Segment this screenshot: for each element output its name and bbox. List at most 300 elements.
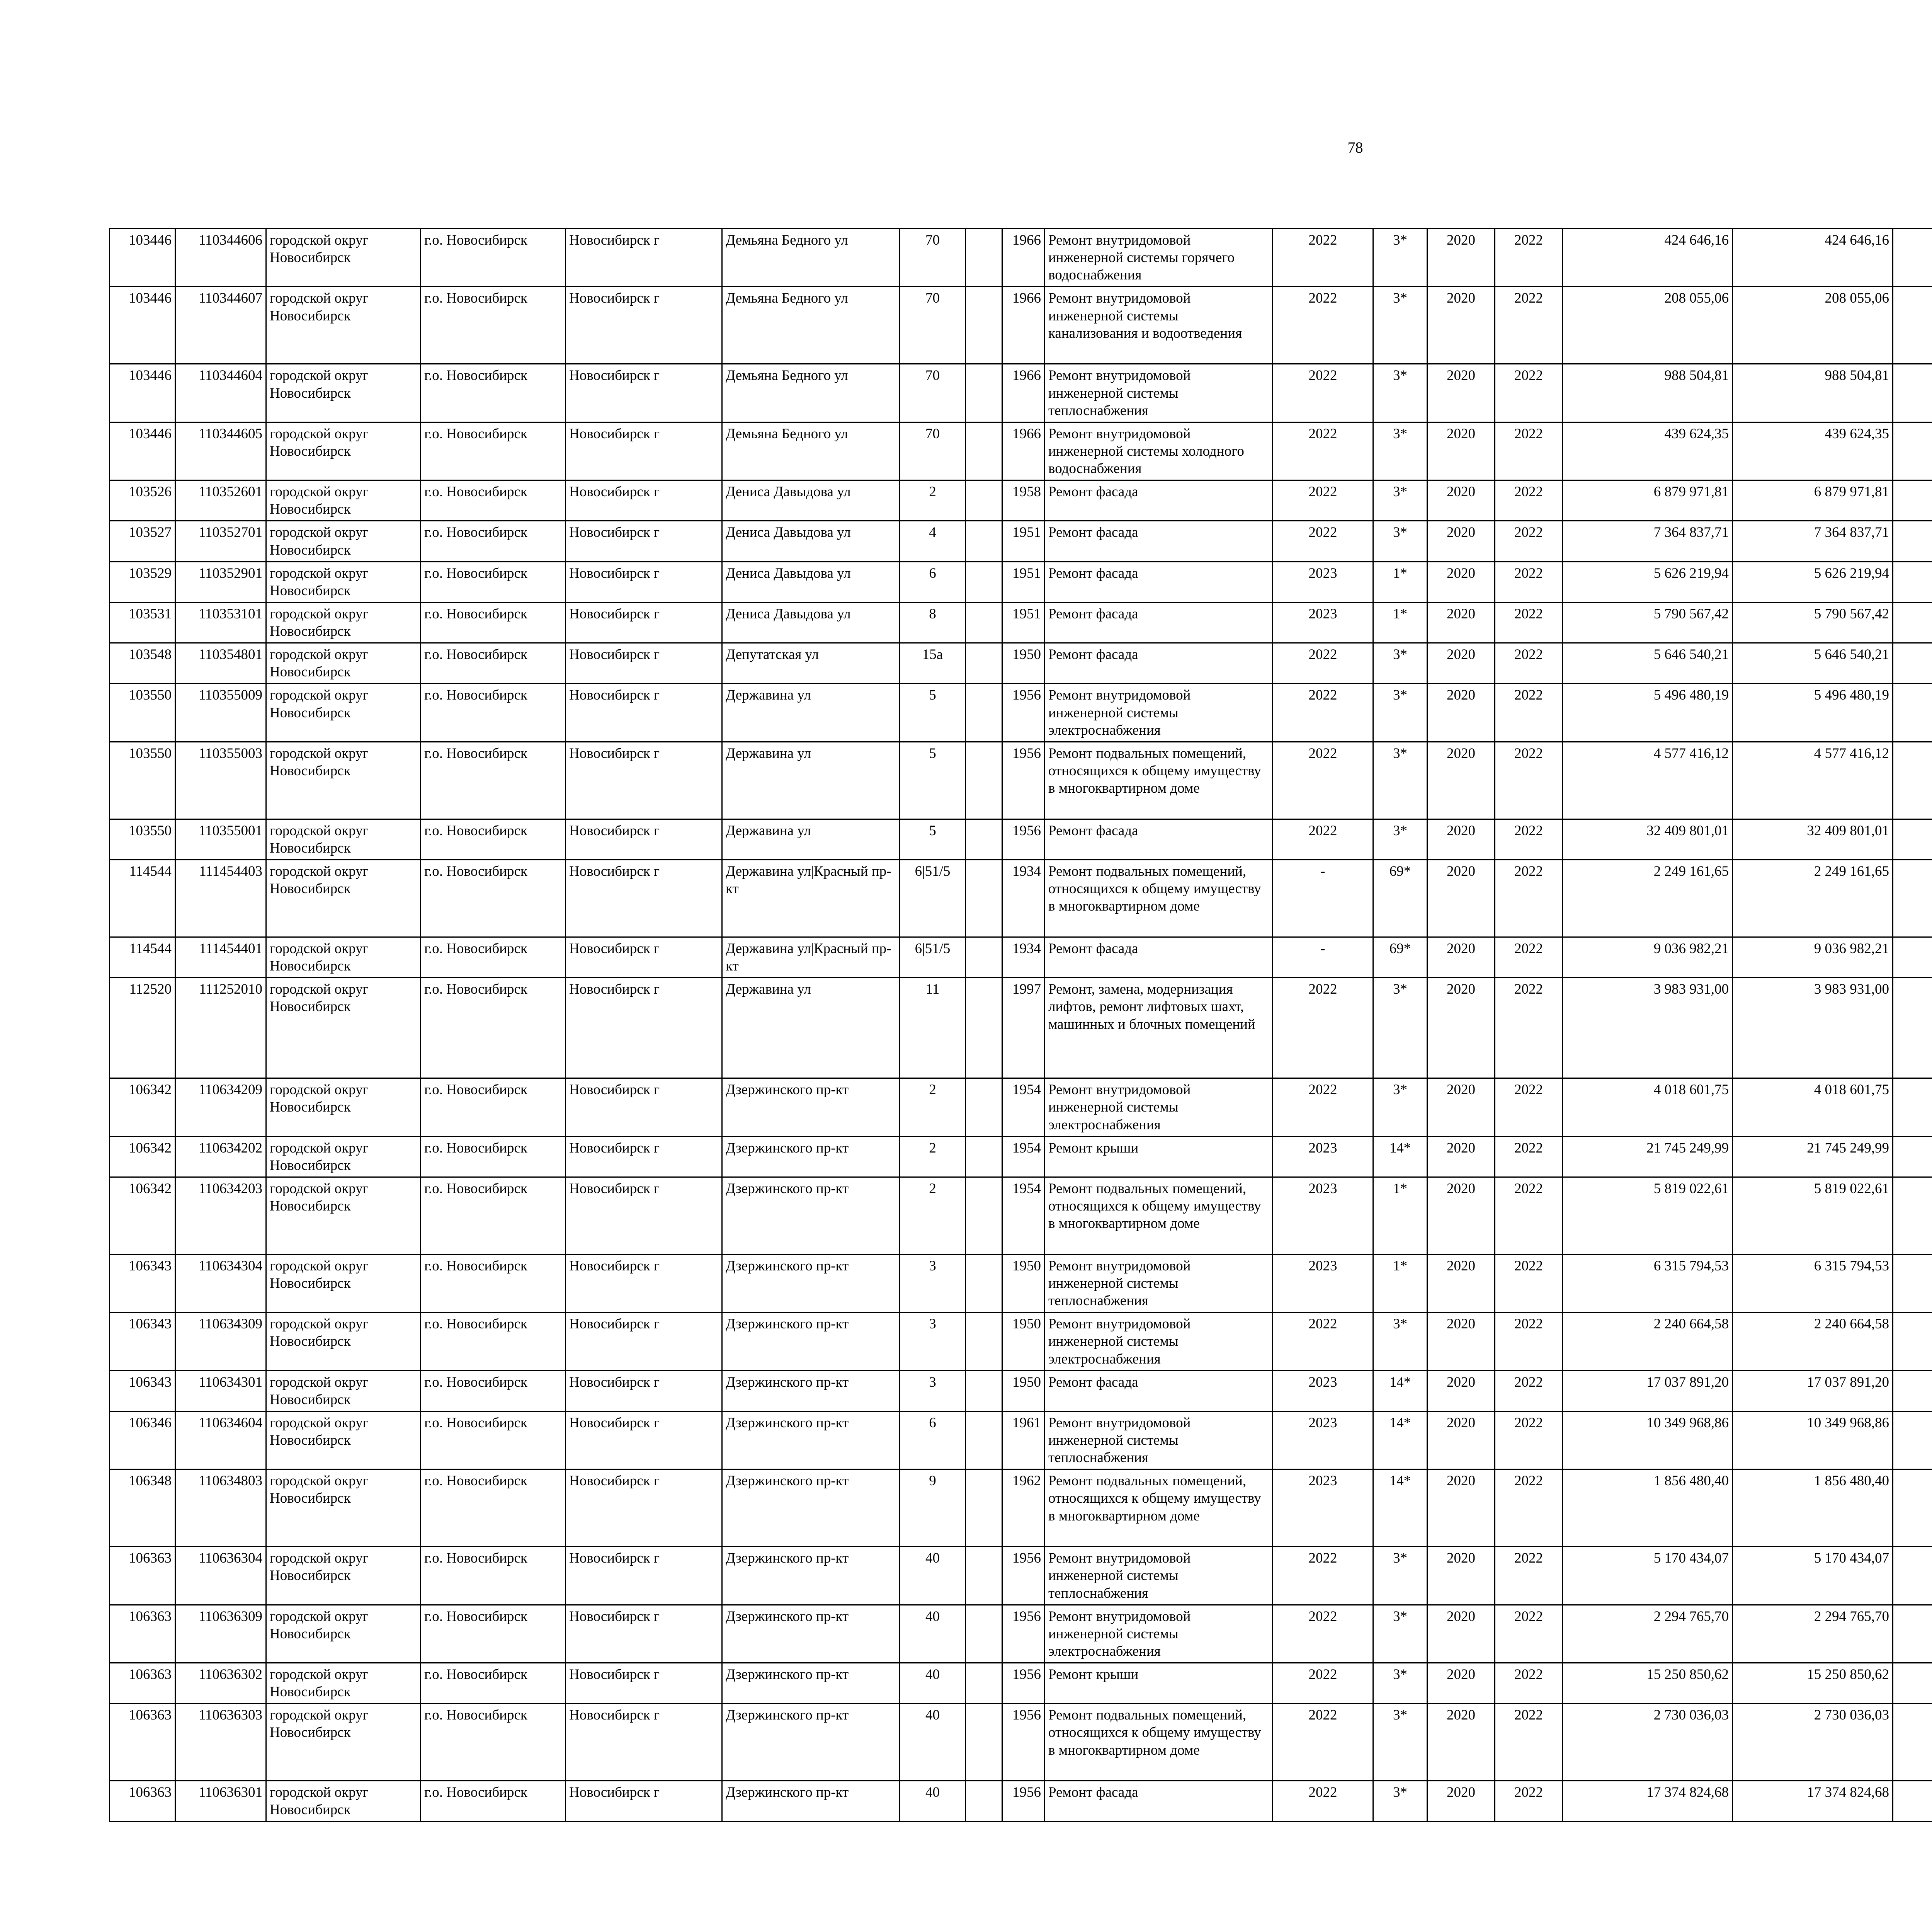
house-id-cell: 103446 — [110, 364, 175, 422]
street-cell: Дениса Давыдова ул — [722, 562, 900, 602]
district-cell: г.о. Новосибирск — [421, 1469, 566, 1547]
object-id-cell: 110636309 — [175, 1605, 266, 1663]
work-type-cell: Ремонт фасада — [1045, 521, 1273, 562]
mark-cell: 3* — [1373, 422, 1427, 480]
work-type-cell: Ремонт подвальных помещений, относящихся к общему имуществу в многоквартирном доме — [1045, 742, 1273, 819]
plan-year-cell: 2023 — [1273, 1411, 1373, 1469]
period-end-cell: 2022 — [1495, 1078, 1563, 1136]
period-end-cell: 2022 — [1495, 480, 1563, 521]
street-cell: Дзержинского пр-кт — [722, 1605, 900, 1663]
object-id-cell: 111454401 — [175, 937, 266, 978]
period-end-cell: 2022 — [1495, 562, 1563, 602]
mark-cell: 69* — [1373, 860, 1427, 937]
period-end-cell: 2022 — [1495, 287, 1563, 364]
work-type-cell: Ремонт подвальных помещений, относящихся к общему имуществу в многоквартирном доме — [1045, 1704, 1273, 1781]
cost-cell: 21 745 249,99 — [1563, 1136, 1733, 1177]
district-cell: г.о. Новосибирск — [421, 1177, 566, 1254]
year-built-cell: 1951 — [1002, 602, 1045, 643]
cost-total-cell: 6 315 794,53 — [1733, 1254, 1893, 1312]
house-id-cell: 114544 — [110, 937, 175, 978]
mark-cell: 3* — [1373, 978, 1427, 1078]
municipality-cell: городской округ Новосибирск — [266, 937, 421, 978]
page-number: 78 — [1347, 139, 1363, 156]
object-id-cell: 110634209 — [175, 1078, 266, 1136]
plan-year-cell: 2023 — [1273, 562, 1373, 602]
work-type-cell: Ремонт внутридомовой инженерной системы электроснабжения — [1045, 1605, 1273, 1663]
cost-cell: 7 364 837,71 — [1563, 521, 1733, 562]
house-number-cell: 6 — [900, 1411, 966, 1469]
municipality-cell: городской округ Новосибирск — [266, 742, 421, 819]
period-end-cell: 2022 — [1495, 1781, 1563, 1822]
period-start-cell: 2020 — [1427, 521, 1495, 562]
plan-year-cell: 2022 — [1273, 742, 1373, 819]
object-id-cell: 110355003 — [175, 742, 266, 819]
municipality-cell: городской округ Новосибирск — [266, 287, 421, 364]
work-type-cell: Ремонт подвальных помещений, относящихся к общему имуществу в многоквартирном доме — [1045, 1469, 1273, 1547]
extra-cell — [966, 480, 1002, 521]
period-end-cell: 2022 — [1495, 1663, 1563, 1704]
object-id-cell: 110355001 — [175, 819, 266, 860]
municipality-cell: городской округ Новосибирск — [266, 1411, 421, 1469]
table-row — [110, 229, 1932, 287]
table-row — [110, 1177, 1932, 1254]
cost-total-cell: 988 504,81 — [1733, 364, 1893, 422]
cost-cell: 17 374 824,68 — [1563, 1781, 1733, 1822]
funds-cell-1 — [1893, 422, 1932, 480]
district-cell: г.о. Новосибирск — [421, 1781, 566, 1822]
year-built-cell: 1956 — [1002, 1547, 1045, 1605]
cost-cell: 5 626 219,94 — [1563, 562, 1733, 602]
extra-cell — [966, 860, 1002, 937]
year-built-cell: 1951 — [1002, 521, 1045, 562]
table-row — [110, 1547, 1932, 1605]
district-cell: г.о. Новосибирск — [421, 1078, 566, 1136]
extra-cell — [966, 1371, 1002, 1411]
street-cell: Дениса Давыдова ул — [722, 480, 900, 521]
extra-cell — [966, 364, 1002, 422]
house-id-cell: 106348 — [110, 1469, 175, 1547]
plan-year-cell: 2022 — [1273, 480, 1373, 521]
extra-cell — [966, 643, 1002, 684]
locality-cell: Новосибирск г — [566, 480, 722, 521]
mark-cell: 69* — [1373, 937, 1427, 978]
work-type-cell: Ремонт, замена, модернизация лифтов, ремонт лифтовых шахт, машинных и блочных помещений — [1045, 978, 1273, 1078]
object-id-cell: 110352601 — [175, 480, 266, 521]
object-id-cell: 110636304 — [175, 1547, 266, 1605]
district-cell: г.о. Новосибирск — [421, 684, 566, 742]
plan-year-cell: 2023 — [1273, 1371, 1373, 1411]
period-end-cell: 2022 — [1495, 1136, 1563, 1177]
extra-cell — [966, 1313, 1002, 1371]
mark-cell: 1* — [1373, 602, 1427, 643]
period-end-cell: 2022 — [1495, 819, 1563, 860]
plan-year-cell: 2022 — [1273, 1547, 1373, 1605]
plan-year-cell: 2022 — [1273, 819, 1373, 860]
house-number-cell: 40 — [900, 1547, 966, 1605]
table-row — [110, 860, 1932, 937]
mark-cell: 3* — [1373, 742, 1427, 819]
table-row — [110, 742, 1932, 819]
district-cell: г.о. Новосибирск — [421, 937, 566, 978]
extra-cell — [966, 1411, 1002, 1469]
house-number-cell: 6|51/5 — [900, 860, 966, 937]
street-cell: Депутатская ул — [722, 643, 900, 684]
mark-cell: 3* — [1373, 1547, 1427, 1605]
district-cell: г.о. Новосибирск — [421, 643, 566, 684]
cost-total-cell: 5 819 022,61 — [1733, 1177, 1893, 1254]
municipality-cell: городской округ Новосибирск — [266, 1547, 421, 1605]
cost-cell: 5 170 434,07 — [1563, 1547, 1733, 1605]
district-cell: г.о. Новосибирск — [421, 1663, 566, 1704]
plan-year-cell: 2022 — [1273, 684, 1373, 742]
mark-cell: 14* — [1373, 1371, 1427, 1411]
municipality-cell: городской округ Новосибирск — [266, 1177, 421, 1254]
house-number-cell: 6 — [900, 562, 966, 602]
work-type-cell: Ремонт внутридомовой инженерной системы электроснабжения — [1045, 1313, 1273, 1371]
plan-year-cell: 2022 — [1273, 978, 1373, 1078]
cost-cell: 17 037 891,20 — [1563, 1371, 1733, 1411]
extra-cell — [966, 1663, 1002, 1704]
cost-cell: 439 624,35 — [1563, 422, 1733, 480]
work-type-cell: Ремонт фасада — [1045, 480, 1273, 521]
cost-total-cell: 21 745 249,99 — [1733, 1136, 1893, 1177]
extra-cell — [966, 602, 1002, 643]
plan-year-cell: 2022 — [1273, 1781, 1373, 1822]
object-id-cell: 110354801 — [175, 643, 266, 684]
funds-cell-1 — [1893, 1136, 1932, 1177]
work-type-cell: Ремонт крыши — [1045, 1663, 1273, 1704]
municipality-cell: городской округ Новосибирск — [266, 1313, 421, 1371]
house-number-cell: 2 — [900, 1177, 966, 1254]
plan-year-cell: 2022 — [1273, 287, 1373, 364]
house-number-cell: 3 — [900, 1371, 966, 1411]
period-start-cell: 2020 — [1427, 480, 1495, 521]
locality-cell: Новосибирск г — [566, 819, 722, 860]
house-number-cell: 70 — [900, 364, 966, 422]
municipality-cell: городской округ Новосибирск — [266, 1254, 421, 1312]
table-row — [110, 602, 1932, 643]
work-type-cell: Ремонт внутридомовой инженерной системы теплоснабжения — [1045, 364, 1273, 422]
cost-cell: 424 646,16 — [1563, 229, 1733, 287]
house-id-cell: 103550 — [110, 742, 175, 819]
municipality-cell: городской округ Новосибирск — [266, 1371, 421, 1411]
plan-year-cell: 2022 — [1273, 1663, 1373, 1704]
locality-cell: Новосибирск г — [566, 287, 722, 364]
period-start-cell: 2020 — [1427, 1663, 1495, 1704]
extra-cell — [966, 229, 1002, 287]
extra-cell — [966, 1781, 1002, 1822]
house-number-cell: 4 — [900, 521, 966, 562]
work-type-cell: Ремонт внутридомовой инженерной системы теплоснабжения — [1045, 1411, 1273, 1469]
cost-cell: 32 409 801,01 — [1563, 819, 1733, 860]
year-built-cell: 1966 — [1002, 364, 1045, 422]
period-end-cell: 2022 — [1495, 1547, 1563, 1605]
period-start-cell: 2020 — [1427, 562, 1495, 602]
period-start-cell: 2020 — [1427, 364, 1495, 422]
house-number-cell: 40 — [900, 1605, 966, 1663]
cost-total-cell: 17 374 824,68 — [1733, 1781, 1893, 1822]
house-id-cell: 106342 — [110, 1078, 175, 1136]
object-id-cell: 110636303 — [175, 1704, 266, 1781]
district-cell: г.о. Новосибирск — [421, 1313, 566, 1371]
mark-cell: 3* — [1373, 364, 1427, 422]
year-built-cell: 1962 — [1002, 1469, 1045, 1547]
district-cell: г.о. Новосибирск — [421, 1704, 566, 1781]
house-number-cell: 11 — [900, 978, 966, 1078]
cost-cell: 2 240 664,58 — [1563, 1313, 1733, 1371]
period-end-cell: 2022 — [1495, 521, 1563, 562]
object-id-cell: 110634604 — [175, 1411, 266, 1469]
funds-cell-1 — [1893, 860, 1932, 937]
house-id-cell: 106346 — [110, 1411, 175, 1469]
extra-cell — [966, 562, 1002, 602]
street-cell: Державина ул — [722, 742, 900, 819]
funds-cell-1 — [1893, 1704, 1932, 1781]
house-id-cell: 103531 — [110, 602, 175, 643]
house-number-cell: 15а — [900, 643, 966, 684]
work-type-cell: Ремонт фасада — [1045, 1371, 1273, 1411]
extra-cell — [966, 1547, 1002, 1605]
locality-cell: Новосибирск г — [566, 602, 722, 643]
street-cell: Державина ул — [722, 978, 900, 1078]
year-built-cell: 1934 — [1002, 860, 1045, 937]
cost-total-cell: 2 730 036,03 — [1733, 1704, 1893, 1781]
cost-total-cell: 3 983 931,00 — [1733, 978, 1893, 1078]
year-built-cell: 1956 — [1002, 742, 1045, 819]
period-start-cell: 2020 — [1427, 1313, 1495, 1371]
cost-total-cell: 15 250 850,62 — [1733, 1663, 1893, 1704]
district-cell: г.о. Новосибирск — [421, 978, 566, 1078]
period-end-cell: 2022 — [1495, 684, 1563, 742]
funds-cell-1 — [1893, 287, 1932, 364]
table-row — [110, 1371, 1932, 1411]
cost-cell: 2 730 036,03 — [1563, 1704, 1733, 1781]
district-cell: г.о. Новосибирск — [421, 364, 566, 422]
house-id-cell: 114544 — [110, 860, 175, 937]
period-start-cell: 2020 — [1427, 1605, 1495, 1663]
cost-cell: 5 496 480,19 — [1563, 684, 1733, 742]
mark-cell: 3* — [1373, 1605, 1427, 1663]
locality-cell: Новосибирск г — [566, 1078, 722, 1136]
street-cell: Дзержинского пр-кт — [722, 1078, 900, 1136]
object-id-cell: 110344606 — [175, 229, 266, 287]
year-built-cell: 1956 — [1002, 1605, 1045, 1663]
district-cell: г.о. Новосибирск — [421, 1605, 566, 1663]
plan-year-cell: 2022 — [1273, 1605, 1373, 1663]
cost-cell: 6 879 971,81 — [1563, 480, 1733, 521]
mark-cell: 14* — [1373, 1136, 1427, 1177]
mark-cell: 3* — [1373, 1704, 1427, 1781]
plan-year-cell: 2022 — [1273, 521, 1373, 562]
locality-cell: Новосибирск г — [566, 521, 722, 562]
object-id-cell: 110344604 — [175, 364, 266, 422]
mark-cell: 3* — [1373, 1078, 1427, 1136]
funds-cell-1 — [1893, 364, 1932, 422]
extra-cell — [966, 521, 1002, 562]
street-cell: Демьяна Бедного ул — [722, 364, 900, 422]
period-end-cell: 2022 — [1495, 364, 1563, 422]
object-id-cell: 110634202 — [175, 1136, 266, 1177]
house-id-cell: 103548 — [110, 643, 175, 684]
mark-cell: 3* — [1373, 229, 1427, 287]
period-start-cell: 2020 — [1427, 1704, 1495, 1781]
house-number-cell: 40 — [900, 1704, 966, 1781]
house-number-cell: 70 — [900, 287, 966, 364]
locality-cell: Новосибирск г — [566, 742, 722, 819]
locality-cell: Новосибирск г — [566, 643, 722, 684]
funds-cell-1 — [1893, 1663, 1932, 1704]
house-number-cell: 70 — [900, 422, 966, 480]
funds-cell-1 — [1893, 1469, 1932, 1547]
mark-cell: 1* — [1373, 562, 1427, 602]
period-start-cell: 2020 — [1427, 1411, 1495, 1469]
house-id-cell: 103527 — [110, 521, 175, 562]
period-end-cell: 2022 — [1495, 422, 1563, 480]
year-built-cell: 1951 — [1002, 562, 1045, 602]
extra-cell — [966, 684, 1002, 742]
cost-cell: 2 294 765,70 — [1563, 1605, 1733, 1663]
mark-cell: 14* — [1373, 1469, 1427, 1547]
extra-cell — [966, 937, 1002, 978]
period-end-cell: 2022 — [1495, 742, 1563, 819]
period-end-cell: 2022 — [1495, 1371, 1563, 1411]
mark-cell: 3* — [1373, 480, 1427, 521]
period-end-cell: 2022 — [1495, 1605, 1563, 1663]
period-start-cell: 2020 — [1427, 742, 1495, 819]
period-start-cell: 2020 — [1427, 937, 1495, 978]
table-row — [110, 1411, 1932, 1469]
cost-cell: 988 504,81 — [1563, 364, 1733, 422]
object-id-cell: 110634803 — [175, 1469, 266, 1547]
cost-cell: 4 577 416,12 — [1563, 742, 1733, 819]
district-cell: г.о. Новосибирск — [421, 480, 566, 521]
plan-year-cell: 2023 — [1273, 1469, 1373, 1547]
house-id-cell: 106343 — [110, 1371, 175, 1411]
period-start-cell: 2020 — [1427, 684, 1495, 742]
funds-cell-1 — [1893, 742, 1932, 819]
year-built-cell: 1966 — [1002, 287, 1045, 364]
cost-cell: 2 249 161,65 — [1563, 860, 1733, 937]
year-built-cell: 1966 — [1002, 422, 1045, 480]
object-id-cell: 111454403 — [175, 860, 266, 937]
extra-cell — [966, 1704, 1002, 1781]
repair-register-table — [109, 228, 1932, 1822]
district-cell: г.о. Новосибирск — [421, 521, 566, 562]
house-number-cell: 40 — [900, 1663, 966, 1704]
house-id-cell: 106363 — [110, 1663, 175, 1704]
house-id-cell: 112520 — [110, 978, 175, 1078]
period-start-cell: 2020 — [1427, 287, 1495, 364]
district-cell: г.о. Новосибирск — [421, 229, 566, 287]
work-type-cell: Ремонт внутридомовой инженерной системы горячего водоснабжения — [1045, 229, 1273, 287]
house-number-cell: 6|51/5 — [900, 937, 966, 978]
house-id-cell: 106342 — [110, 1136, 175, 1177]
cost-cell: 4 018 601,75 — [1563, 1078, 1733, 1136]
house-number-cell: 3 — [900, 1254, 966, 1312]
cost-total-cell: 10 349 968,86 — [1733, 1411, 1893, 1469]
work-type-cell: Ремонт фасада — [1045, 562, 1273, 602]
house-number-cell: 2 — [900, 480, 966, 521]
locality-cell: Новосибирск г — [566, 364, 722, 422]
mark-cell: 1* — [1373, 1254, 1427, 1312]
street-cell: Дениса Давыдова ул — [722, 521, 900, 562]
period-start-cell: 2020 — [1427, 1469, 1495, 1547]
table-row — [110, 480, 1932, 521]
funds-cell-1 — [1893, 1547, 1932, 1605]
municipality-cell: городской округ Новосибирск — [266, 602, 421, 643]
municipality-cell: городской округ Новосибирск — [266, 1663, 421, 1704]
table-body — [110, 229, 1932, 1822]
extra-cell — [966, 422, 1002, 480]
work-type-cell: Ремонт крыши — [1045, 1136, 1273, 1177]
district-cell: г.о. Новосибирск — [421, 1547, 566, 1605]
locality-cell: Новосибирск г — [566, 1313, 722, 1371]
municipality-cell: городской округ Новосибирск — [266, 978, 421, 1078]
table-row — [110, 1704, 1932, 1781]
funds-cell-1 — [1893, 1371, 1932, 1411]
period-end-cell: 2022 — [1495, 978, 1563, 1078]
period-start-cell: 2020 — [1427, 1136, 1495, 1177]
table-row — [110, 1136, 1932, 1177]
street-cell: Дениса Давыдова ул — [722, 602, 900, 643]
object-id-cell: 110636302 — [175, 1663, 266, 1704]
work-type-cell: Ремонт внутридомовой инженерной системы канализования и водоотведения — [1045, 287, 1273, 364]
mark-cell: 3* — [1373, 1313, 1427, 1371]
cost-total-cell: 32 409 801,01 — [1733, 819, 1893, 860]
street-cell: Дзержинского пр-кт — [722, 1547, 900, 1605]
year-built-cell: 1956 — [1002, 1663, 1045, 1704]
period-start-cell: 2020 — [1427, 819, 1495, 860]
funds-cell-1 — [1893, 1078, 1932, 1136]
table-row — [110, 1254, 1932, 1312]
funds-cell-1 — [1893, 229, 1932, 287]
house-number-cell: 2 — [900, 1136, 966, 1177]
period-end-cell: 2022 — [1495, 937, 1563, 978]
period-start-cell: 2020 — [1427, 1254, 1495, 1312]
street-cell: Дзержинского пр-кт — [722, 1177, 900, 1254]
street-cell: Демьяна Бедного ул — [722, 422, 900, 480]
district-cell: г.о. Новосибирск — [421, 422, 566, 480]
district-cell: г.о. Новосибирск — [421, 1411, 566, 1469]
municipality-cell: городской округ Новосибирск — [266, 819, 421, 860]
street-cell: Демьяна Бедного ул — [722, 287, 900, 364]
cost-total-cell: 208 055,06 — [1733, 287, 1893, 364]
table-row — [110, 1469, 1932, 1547]
object-id-cell: 111252010 — [175, 978, 266, 1078]
municipality-cell: городской округ Новосибирск — [266, 521, 421, 562]
district-cell: г.о. Новосибирск — [421, 562, 566, 602]
funds-cell-1 — [1893, 684, 1932, 742]
table-row — [110, 521, 1932, 562]
year-built-cell: 1954 — [1002, 1177, 1045, 1254]
house-id-cell: 106342 — [110, 1177, 175, 1254]
cost-cell: 5 790 567,42 — [1563, 602, 1733, 643]
funds-cell-1 — [1893, 978, 1932, 1078]
extra-cell — [966, 742, 1002, 819]
district-cell: г.о. Новосибирск — [421, 742, 566, 819]
municipality-cell: городской округ Новосибирск — [266, 480, 421, 521]
cost-cell: 5 819 022,61 — [1563, 1177, 1733, 1254]
cost-cell: 208 055,06 — [1563, 287, 1733, 364]
house-id-cell: 103446 — [110, 229, 175, 287]
period-start-cell: 2020 — [1427, 229, 1495, 287]
plan-year-cell: 2023 — [1273, 1136, 1373, 1177]
municipality-cell: городской округ Новосибирск — [266, 643, 421, 684]
year-built-cell: 1950 — [1002, 1371, 1045, 1411]
mark-cell: 3* — [1373, 819, 1427, 860]
plan-year-cell: 2022 — [1273, 1078, 1373, 1136]
plan-year-cell: 2022 — [1273, 364, 1373, 422]
